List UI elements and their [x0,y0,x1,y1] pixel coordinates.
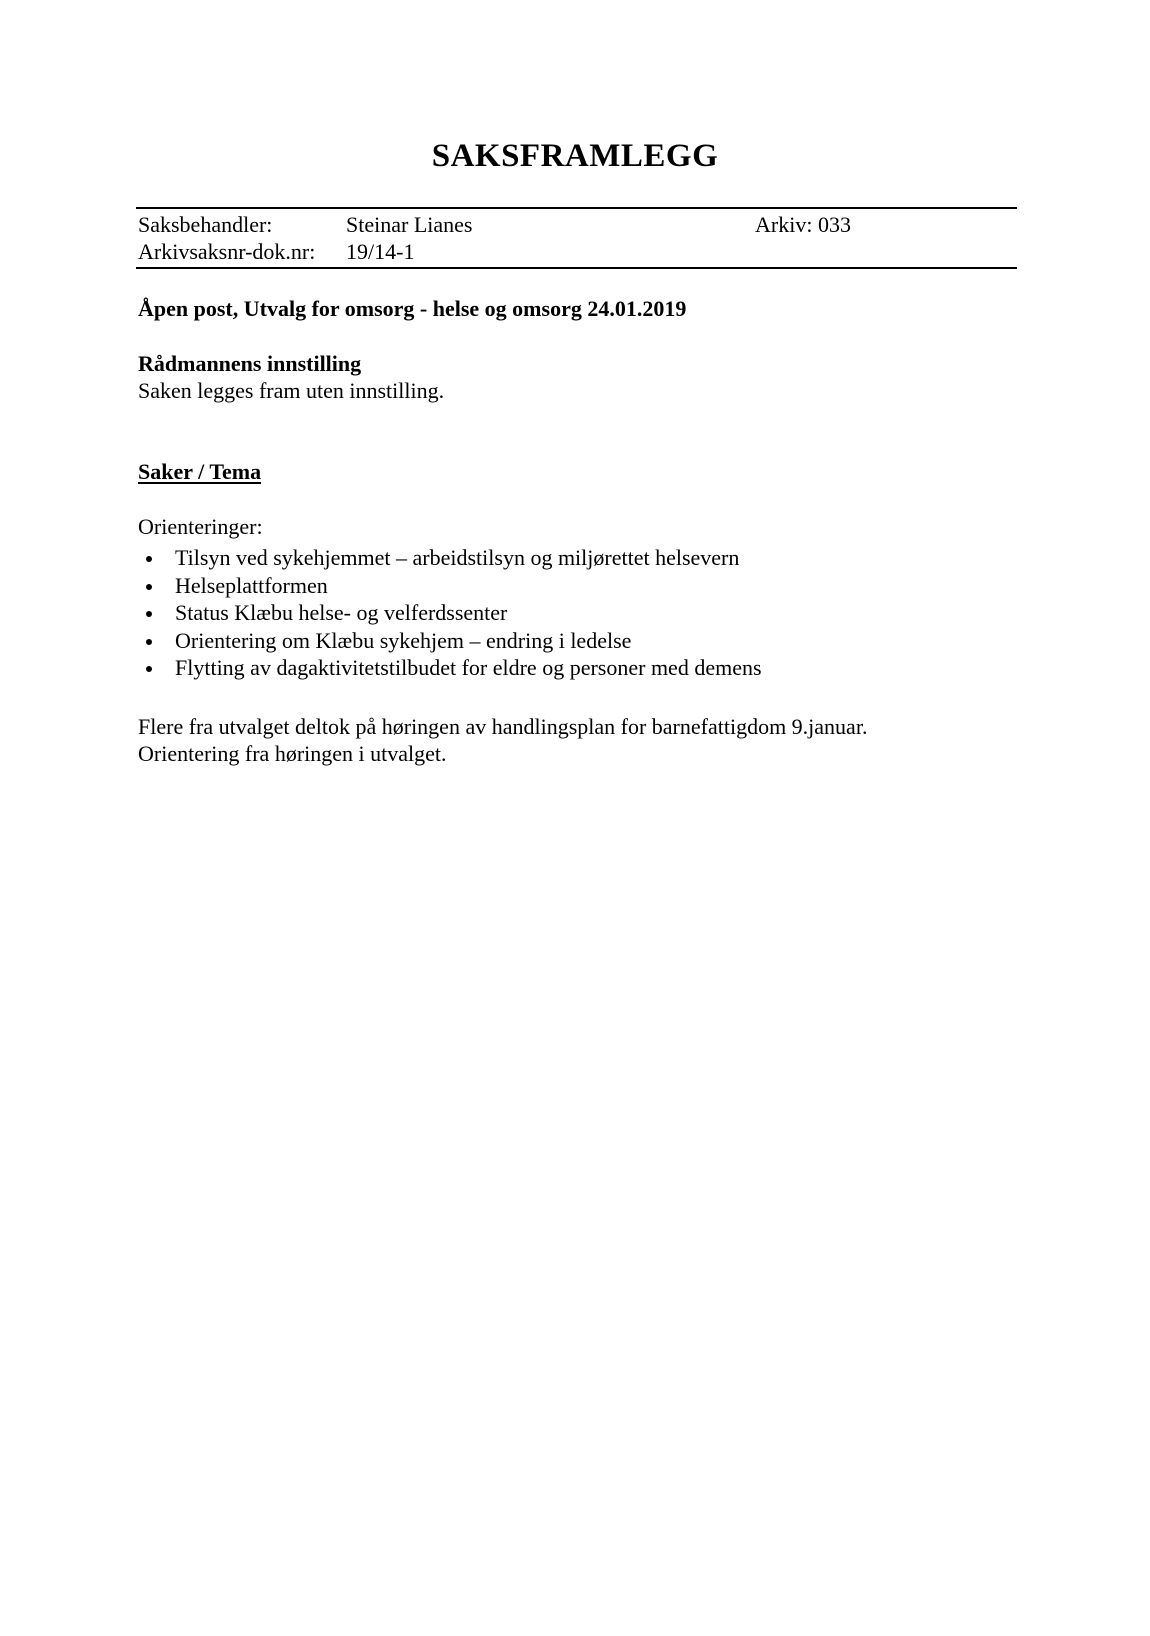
bullet-icon [146,584,152,590]
closing-paragraph-line1: Flere fra utvalget deltok på høringen av handlingsplan for barnefattigdom 9.januar. [138,714,868,739]
list-item: Flytting av dagaktivitetstilbudet for eldre og personer med demens [138,654,762,682]
list-item: Helseplattformen [138,572,762,600]
bullet-icon [146,639,152,645]
arkivsaksnr-value: 19/14-1 [346,239,415,264]
innstilling-heading: Rådmannens innstilling [138,351,362,376]
bullet-icon [146,611,152,617]
header-bottom-rule [136,267,1017,269]
saksbehandler-value: Steinar Lianes [346,212,473,237]
arkiv-value: Arkiv: 033 [755,212,851,237]
header-top-rule [136,207,1017,209]
closing-paragraph-line2: Orientering fra høringen i utvalget. [138,741,447,766]
orienteringer-intro: Orienteringer: [138,514,263,539]
orienteringer-list [138,544,762,682]
bullet-icon [146,666,152,672]
arkivsaksnr-label: Arkivsaksnr-dok.nr: [138,239,316,264]
list-item: Status Klæbu helse- og velferdssenter [138,599,762,627]
list-item: Tilsyn ved sykehjemmet – arbeidstilsyn og miljørettet helsevern [138,544,762,572]
saker-heading: Saker / Tema [138,459,262,484]
meeting-heading: Åpen post, Utvalg for omsorg - helse og omsorg 24.01.2019 [138,296,687,321]
saksbehandler-label: Saksbehandler: [138,212,273,237]
bullet-icon [146,556,152,562]
list-item: Orientering om Klæbu sykehjem – endring i ledelse [138,627,762,655]
innstilling-text: Saken legges fram uten innstilling. [138,378,445,403]
document-title: SAKSFRAMLEGG [431,138,719,174]
